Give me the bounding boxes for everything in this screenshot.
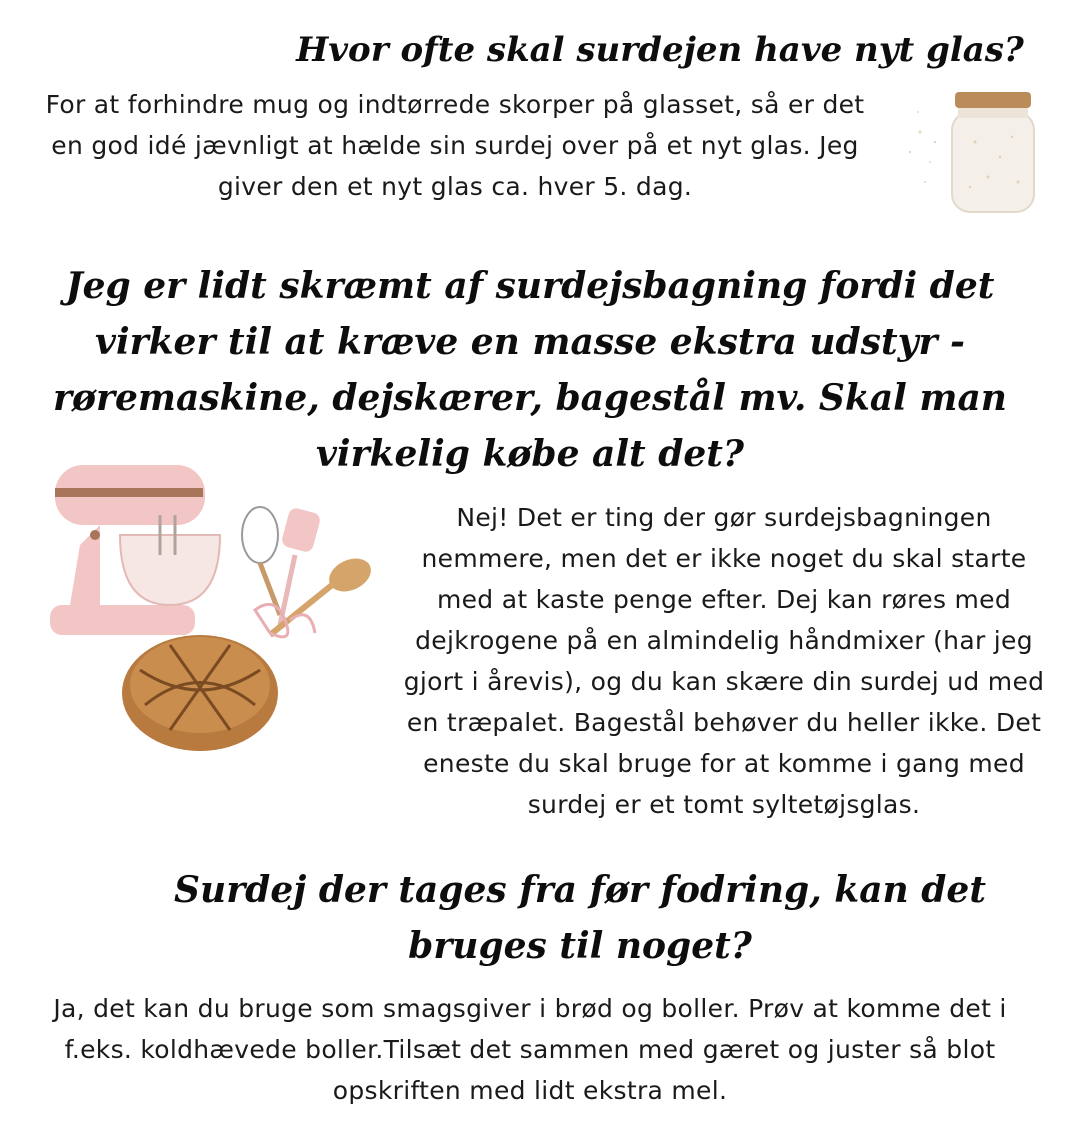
answer-glass-frequency: For at forhindre mug og indtørrede skorper på glasset, så er det en god idé jævnligt at hælde sin surdej over på et nyt glas. Jeg giver den et nyt glas ca. hver 5. dag. xyxy=(45,90,865,201)
heading-equipment-question: Jeg er lidt skræmt af surdejsbagning fordi det virker til at kræve en masse ekstra udstyr - røremaskine, dejskærer, bagestål mv. Skal man virkelig købe alt det? xyxy=(53,265,1007,475)
baking-illustration-icon xyxy=(40,455,385,760)
answer-discard-usage: Ja, det kan du bruge som smagsgiver i brød og boller. Prøv at komme det i f.eks. koldhævede boller.Tilsæt det sammen med gæret og juster så blot opskriften med lidt ekstra mel. xyxy=(53,994,1007,1105)
heading-glass-frequency: Hvor ofte skal surdejen have nyt glas? xyxy=(296,30,1024,70)
jar-icon xyxy=(900,82,1050,217)
heading-discard-usage: Surdej der tages fra før fodring, kan det bruges til noget? xyxy=(174,869,986,967)
answer-equipment: Nej! Det er ting der gør surdejsbagningen nemmere, men det er ikke noget du skal starte med at kaste penge efter. Dej kan røres med dejkrogene på en almindelig håndmixer (har jeg gjort i årevis), og du kan skære din surdej ud med en træpalet. Bagestål behøver du heller ikke. Det eneste du skal bruge for at komme i gang med surdej er et tomt syltetøjsglas. xyxy=(403,503,1045,819)
